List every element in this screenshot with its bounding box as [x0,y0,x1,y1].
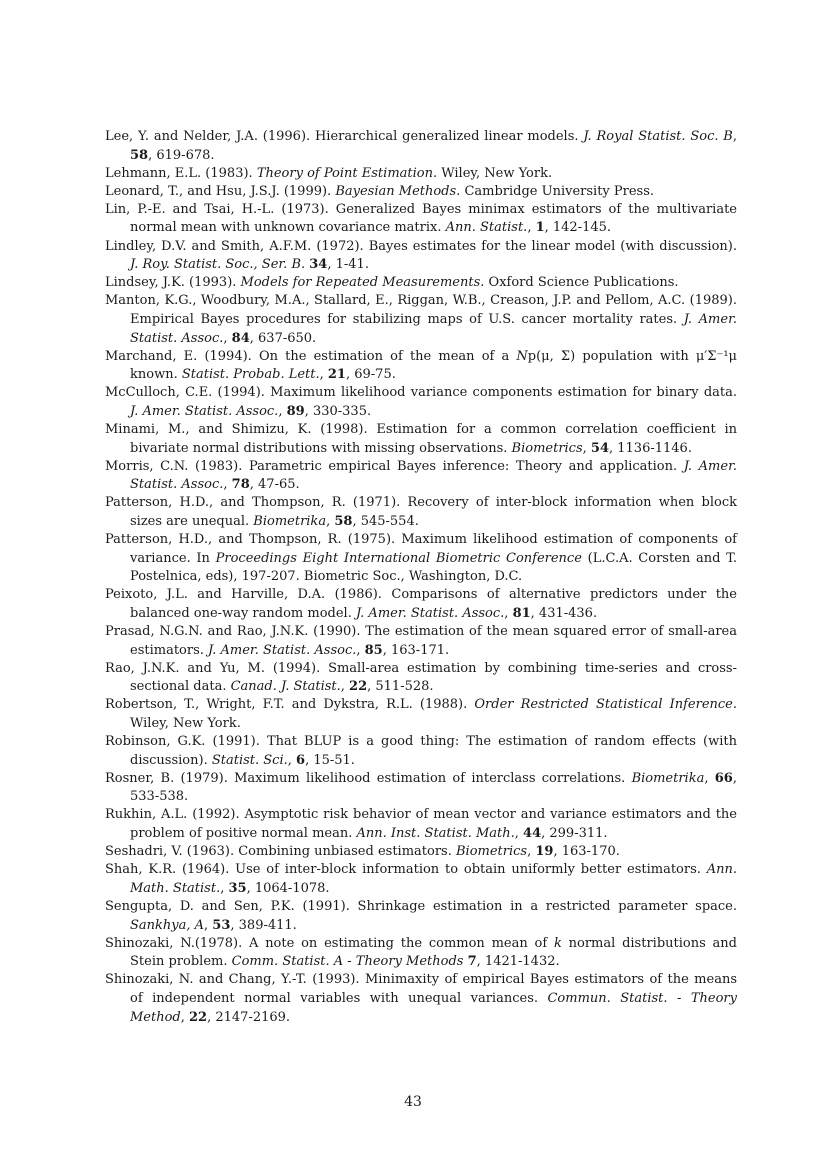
reference-text: Shinozaki, N.(1978). A note on estimating the common mean of [105,935,554,951]
italic-text: k [553,935,562,951]
reference-entry [105,421,737,458]
reference-text: Sengupta, D. and Sen, P.K. (1991). Shrinkage estimation in a restricted parameter space. [105,898,737,914]
reference-text: Robinson, G.K. (1991). That BLUP is a good thing: The estimation of random effects (with discussion). [105,734,737,768]
reference-text: Lee, Y. and Nelder, J.A. (1996). Hierarchical generalized linear models. [105,129,584,144]
volume-number: 84 [231,330,250,346]
reference-text: , 142-145. [544,220,612,236]
reference-text: , [180,1009,190,1025]
volume-number: 66 [714,770,733,786]
volume-number: 19 [535,844,554,860]
reference-entry [105,201,737,238]
reference-text: , 163-170. [553,844,620,860]
reference-text: , [356,642,365,658]
italic-text: Biometrics [511,440,583,456]
reference-text: Rukhin, A.L. (1992). Asymptotic risk behavior of mean vector and variance estimators and the problem of positive normal mean. [105,807,737,842]
reference-entry [105,843,737,862]
reference-text: Oxford Science Publications. [484,275,679,291]
italic-text: Biometrika [631,770,705,786]
reference-text: , [319,367,328,383]
reference-text: , 1-41. [327,257,369,273]
reference-text: , 431-436. [530,605,598,621]
reference-entry [105,898,737,935]
italic-text: Biometrika [253,513,327,529]
italic-text: Commun. Statist. - Theory Method [130,990,737,1025]
italic-text: Order Restricted Statistical Inference. [474,697,737,713]
reference-entry [105,348,737,385]
reference-text: , [287,752,297,768]
italic-text: N [516,348,528,364]
italic-text: Ann. Math. Statist. [130,862,737,896]
reference-text: . [301,257,310,273]
reference-text: Patterson, H.D., and Thompson, R. (1975). Maximum likelihood estimation of components of variance. In [105,532,737,566]
reference-entry [105,494,737,531]
volume-number: 58 [334,513,353,529]
italic-text: Biometrics [455,844,528,860]
reference-entry [105,586,737,623]
italic-text: J. Amer. Statist. Assoc. [355,605,505,621]
reference-text: , 15-51. [305,752,355,768]
italic-text: J. Roy. Statist. Soc., Ser. B [130,257,301,273]
reference-text: , 1421-1432. [476,954,560,970]
reference-text: Morris, C.N. (1983). Parametric empirical Bayes inference: Theory and application. [105,458,684,474]
reference-text: (L.C.A. Corsten and T. Postelnica, eds), 197-207. Biometric Soc., Washington, D.C. [130,550,738,585]
volume-number: 54 [590,440,609,456]
italic-text: Models for Repeated Measurements. [240,275,485,291]
italic-text: Proceedings Eight International Biometric Conference [215,550,582,566]
volume-number: 34 [309,257,328,273]
volume-number: 35 [228,880,247,896]
reference-text: , [527,844,536,860]
reference-text: Lindsey, J.K. (1993). [105,275,241,291]
reference-text: McCulloch, C.E. (1994). Maximum likelihood variance components estimation for binary data. [105,385,737,401]
reference-text: p(μ, Σ) population with μ′Σ⁻¹μ known. [130,348,737,383]
italic-text: Canad. J. Statist. [230,679,341,695]
italic-text: J. Amer. Statist. Assoc. [130,458,737,493]
reference-text: Wiley, New York. [437,165,553,181]
reference-entry [105,806,737,843]
italic-text: Statist. Sci. [211,752,288,768]
reference-text: , [204,917,213,933]
reference-text: , [278,403,287,419]
volume-number: 81 [512,605,531,621]
volume-number: 89 [286,403,305,419]
reference-text: , [340,679,350,695]
reference-text: , 2147-2169. [207,1009,291,1025]
reference-text: , 1064-1078. [246,880,330,896]
volume-number: 1 [535,220,545,236]
reference-entry [105,660,737,697]
italic-text: J. Amer. Statist. Assoc. [130,403,279,419]
reference-text: Cambridge University Press. [460,183,655,199]
reference-entry [105,165,737,184]
reference-text: , 330-335. [304,403,372,419]
italic-text: Bayesian Methods. [335,183,461,199]
reference-text: , [220,880,229,896]
reference-text: , 69-75. [345,367,396,383]
reference-text: Wiley, New York. [130,716,241,731]
italic-text: J. Royal Statist. Soc. B [583,129,733,144]
reference-text: Shah, K.R. (1964). Use of inter-block information to obtain uniformly better estimators. [105,862,707,878]
reference-text: Lin, P.-E. and Tsai, H.-L. (1973). Generalized Bayes minimax estimators of the multivariate normal mean with unknown covariance matrix. [105,201,737,236]
reference-text: , [704,770,715,786]
volume-number: 85 [364,642,383,658]
reference-entry [105,696,737,733]
volume-number: 78 [231,477,250,493]
reference-text: , [732,129,737,144]
italic-text: J. Amer. Statist. Assoc. [208,642,357,658]
reference-entry [105,238,737,275]
italic-text: Ann. Inst. Statist. Math. [356,826,515,842]
reference-text: Minami, M., and Shimizu, K. (1998). Estimation for a common correlation coefficient in bivariate normal distributions with missing observations. [105,422,737,456]
reference-entry [105,935,737,972]
reference-text: , [223,330,232,346]
volume-number: 7 [467,954,477,970]
reference-text: , 545-554. [352,513,419,529]
reference-text: Lindley, D.V. and Smith, A.F.M. (1972). Bayes estimates for the linear model (with discussion). [105,238,737,254]
volume-number: 21 [327,367,346,383]
reference-text: , [514,826,524,842]
reference-text: , 619-678. [148,147,215,163]
volume-number: 22 [349,679,368,695]
reference-text: , 47-65. [249,477,300,493]
reference-text: , 511-528. [367,679,434,695]
italic-text: J. Amer. Statist. Assoc. [130,311,737,346]
volume-number: 6 [296,752,306,768]
reference-text: Shinozaki, N. and Chang, Y.-T. (1993). Minimaxity of empirical Bayes estimators of the means of independent normal variables with unequal variances. [105,972,737,1006]
reference-entry [105,770,737,807]
italic-text: Theory of Point Estimation. [256,165,438,181]
italic-text: Sankhya, A [130,917,205,933]
volume-number: 53 [212,917,231,933]
reference-text: , 1136-1146. [609,440,692,456]
reference-entry [105,458,737,495]
reference-text: Marchand, E. (1994). On the estimation of the mean of a [105,348,517,364]
reference-entry [105,623,737,660]
reference-text: , 533-538. [130,770,737,805]
page-number: 43 [404,1094,422,1110]
italic-text: Statist. Probab. Lett. [181,367,320,383]
italic-text: Ann. Statist. [445,220,528,236]
reference-text: , [527,220,536,236]
reference-text: Patterson, H.D., and Thompson, R. (1971). Recovery of inter-block information when block sizes are unequal. [105,495,737,529]
reference-text: , [582,440,591,456]
reference-entry [105,274,737,293]
reference-text: , 163-171. [382,642,450,658]
reference-entry [105,861,737,898]
reference-text: , 299-311. [541,826,608,842]
reference-text: Rao, J.N.K. and Yu, M. (1994). Small-area estimation by combining time-series and cross-sectional data. [105,660,737,695]
reference-entry [105,292,737,348]
reference-text: Prasad, N.G.N. and Rao, J.N.K. (1990). The estimation of the mean squared error of small-area estimators. [105,624,737,658]
reference-entry [105,971,737,1027]
reference-text: , [504,605,513,621]
reference-text: normal distributions and Stein problem. [130,935,737,970]
volume-number: 58 [130,147,149,163]
reference-text: Leonard, T., and Hsu, J.S.J. (1999). [105,183,336,199]
reference-text: Lehmann, E.L. (1983). [105,165,257,181]
reference-entry [105,384,737,421]
volume-number: 22 [189,1009,208,1025]
volume-number: 44 [523,826,542,842]
reference-entry [105,183,737,202]
reference-text: Manton, K.G., Woodbury, M.A., Stallard, E., Riggan, W.B., Creason, J.P. and Pellom, A.C. (1989). Empirical Bayes procedures for stabilizing maps of U.S. cancer mortality rates. [105,293,737,327]
reference-text: Rosner, B. (1979). Maximum likelihood estimation of interclass correlations. [105,770,632,786]
reference-text: Seshadri, V. (1963). Combining unbiased estimators. [105,844,456,860]
reference-text: , [223,477,232,493]
reference-text: , 389-411. [230,917,297,933]
reference-text: , [326,513,335,529]
reference-entry [105,733,737,770]
reference-text: Robertson, T., Wright, F.T. and Dykstra, R.L. (1988). [105,697,475,713]
reference-text: Peixoto, J.L. and Harville, D.A. (1986). Comparisons of alternative predictors under the balanced one-way random model. [105,587,737,621]
reference-entry [105,128,737,165]
reference-entry [105,531,737,587]
italic-text: Comm. Statist. A - Theory Methods [231,954,464,970]
reference-list [105,128,737,1027]
reference-text: , 637-650. [249,330,317,346]
